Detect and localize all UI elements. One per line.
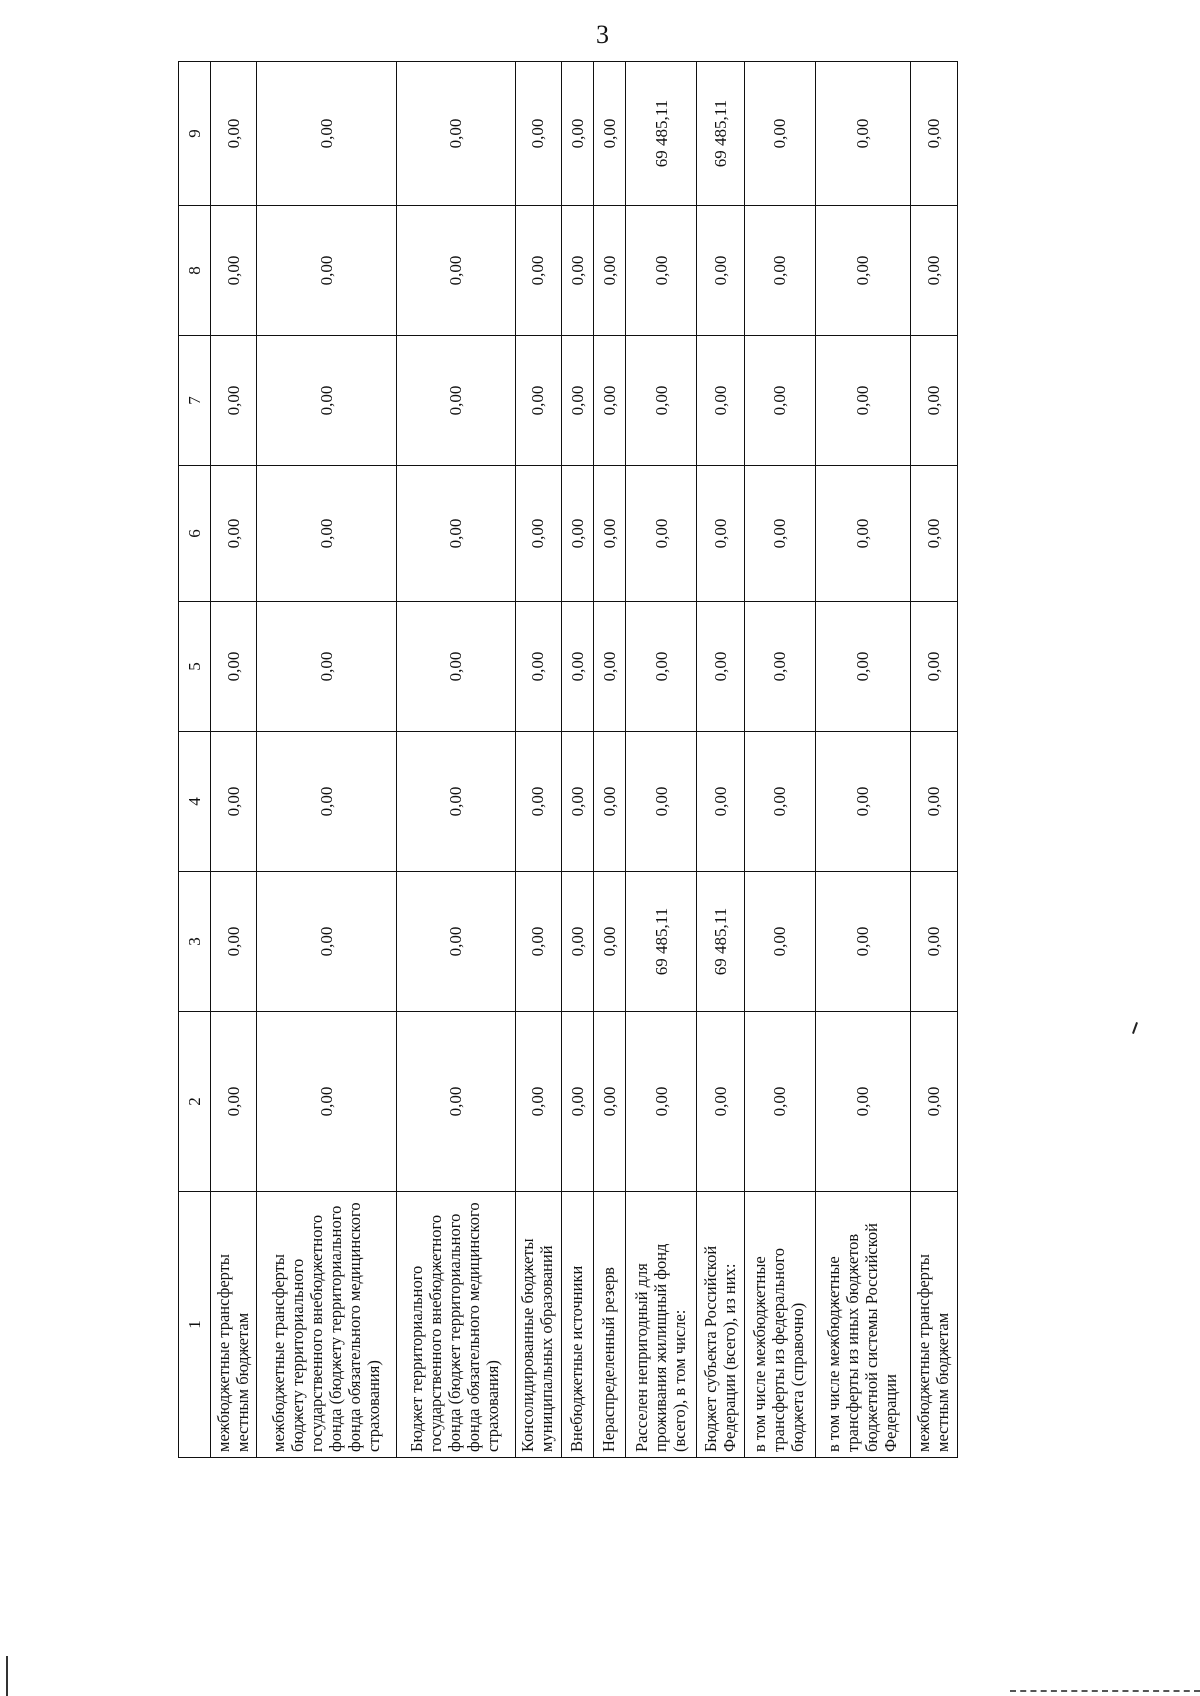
table-cell: 0,00 [561, 466, 593, 602]
table-cell: 0,00 [257, 62, 397, 206]
table-cell: 0,00 [397, 336, 515, 466]
table-cell: 0,00 [594, 466, 626, 602]
row-label: межбюджетные трансферты местным бюджетам [211, 1192, 257, 1458]
table-row [515, 62, 561, 1458]
table-cell: 0,00 [744, 62, 815, 206]
table-cell: 0,00 [257, 602, 397, 732]
table-cell: 0,00 [910, 732, 957, 872]
table-cell: 0,00 [594, 1012, 626, 1192]
table-cell: 0,00 [697, 466, 744, 602]
table-cell: 0,00 [211, 336, 257, 466]
table-cell: 0,00 [515, 62, 561, 206]
table-cell: 0,00 [257, 206, 397, 336]
table-row [910, 62, 957, 1458]
scan-mark [1132, 1022, 1138, 1034]
table-cell: 0,00 [744, 872, 815, 1012]
table-cell: 0,00 [744, 336, 815, 466]
table-cell: 0,00 [626, 466, 697, 602]
table-cell: 0,00 [594, 872, 626, 1012]
table-cell: 0,00 [815, 62, 910, 206]
table-cell: 0,00 [397, 466, 515, 602]
row-label: Бюджет субъекта Российской Федерации (всего), из них: [697, 1192, 744, 1458]
table-cell: 0,00 [561, 872, 593, 1012]
row-label: Расселен непригодный для проживания жилищный фонд (всего), в том числе: [626, 1192, 697, 1458]
table-cell: 0,00 [257, 872, 397, 1012]
table-cell: 0,00 [561, 602, 593, 732]
table-cell: 0,00 [910, 206, 957, 336]
table-row [815, 62, 910, 1458]
column-header: 8 [179, 206, 211, 336]
table-cell: 0,00 [697, 336, 744, 466]
rotated-table-container [178, 62, 958, 1458]
table-cell: 0,00 [626, 732, 697, 872]
table-cell: 0,00 [744, 466, 815, 602]
table-cell: 0,00 [515, 336, 561, 466]
table-cell: 0,00 [211, 872, 257, 1012]
table-cell: 0,00 [561, 62, 593, 206]
table-cell: 0,00 [910, 602, 957, 732]
table-cell: 0,00 [594, 732, 626, 872]
column-header: 7 [179, 336, 211, 466]
table-cell: 0,00 [815, 872, 910, 1012]
table-cell: 0,00 [697, 732, 744, 872]
column-header: 9 [179, 62, 211, 206]
table-cell: 0,00 [397, 872, 515, 1012]
column-header: 3 [179, 872, 211, 1012]
table-cell: 0,00 [397, 62, 515, 206]
table-cell: 0,00 [815, 1012, 910, 1192]
table-cell: 0,00 [257, 732, 397, 872]
table-cell: 0,00 [697, 1012, 744, 1192]
table-cell: 0,00 [515, 732, 561, 872]
table-cell: 0,00 [697, 206, 744, 336]
row-label: в том числе межбюджетные трансферты из иных бюджетов бюджетной системы Российской Федерации [815, 1192, 910, 1458]
page-number: 3 [596, 20, 609, 49]
table-cell: 0,00 [211, 732, 257, 872]
table-cell: 0,00 [594, 62, 626, 206]
column-header: 1 [179, 1192, 211, 1458]
table-row [594, 62, 626, 1458]
table-cell: 0,00 [594, 602, 626, 732]
table-cell: 0,00 [626, 336, 697, 466]
table-cell: 0,00 [744, 1012, 815, 1192]
table-cell: 0,00 [397, 206, 515, 336]
table-cell: 0,00 [626, 1012, 697, 1192]
table-row [744, 62, 815, 1458]
column-header: 2 [179, 1012, 211, 1192]
scan-dashed-mark [1010, 1690, 1200, 1692]
table-cell: 0,00 [744, 602, 815, 732]
table-cell: 0,00 [744, 206, 815, 336]
scan-edge-mark [6, 1656, 8, 1696]
table-cell: 0,00 [626, 602, 697, 732]
table-cell: 0,00 [910, 62, 957, 206]
table-cell: 0,00 [397, 602, 515, 732]
table-cell: 0,00 [257, 466, 397, 602]
table-cell: 0,00 [697, 602, 744, 732]
table-row [626, 62, 697, 1458]
table-cell: 0,00 [815, 466, 910, 602]
table-cell: 0,00 [594, 206, 626, 336]
budget-table [178, 61, 958, 1458]
column-header: 6 [179, 466, 211, 602]
table-row [211, 62, 257, 1458]
table-cell: 0,00 [211, 206, 257, 336]
row-label: Нераспределенный резерв [594, 1192, 626, 1458]
row-label: в том числе межбюджетные трансферты из федерального бюджета (справочно) [744, 1192, 815, 1458]
table-row [257, 62, 397, 1458]
table-cell: 0,00 [626, 206, 697, 336]
table-cell: 0,00 [397, 732, 515, 872]
table-cell: 0,00 [910, 872, 957, 1012]
column-header: 4 [179, 732, 211, 872]
table-cell: 0,00 [815, 336, 910, 466]
table-cell: 69 485,11 [697, 62, 744, 206]
row-label: Бюджет территориального государственного внебюджетного фонда (бюджет территориального фонда обязательного медицинского страхования) [397, 1192, 515, 1458]
row-label: межбюджетные трансферты бюджету территориального государственного внебюджетного фонда (бюджету территориального фонда обязательного медицинского страхования) [257, 1192, 397, 1458]
table-cell: 0,00 [910, 336, 957, 466]
table-cell: 0,00 [594, 336, 626, 466]
table-cell: 0,00 [815, 732, 910, 872]
table-cell: 69 485,11 [626, 872, 697, 1012]
table-cell: 0,00 [515, 872, 561, 1012]
table-cell: 0,00 [211, 1012, 257, 1192]
table-cell: 0,00 [561, 336, 593, 466]
table-cell: 0,00 [211, 466, 257, 602]
table-cell: 0,00 [211, 602, 257, 732]
table-cell: 0,00 [397, 1012, 515, 1192]
table-cell: 69 485,11 [697, 872, 744, 1012]
table-cell: 0,00 [211, 62, 257, 206]
row-label: Консолидированные бюджеты муниципальных образований [515, 1192, 561, 1458]
table-cell: 0,00 [561, 1012, 593, 1192]
header-row [179, 62, 211, 1458]
table-cell: 0,00 [815, 602, 910, 732]
table-cell: 0,00 [910, 466, 957, 602]
table-cell: 0,00 [815, 206, 910, 336]
table-cell: 0,00 [515, 206, 561, 336]
table-cell: 0,00 [515, 602, 561, 732]
table-cell: 0,00 [257, 1012, 397, 1192]
table-cell: 69 485,11 [626, 62, 697, 206]
table-cell: 0,00 [515, 1012, 561, 1192]
table-cell: 0,00 [515, 466, 561, 602]
table-cell: 0,00 [910, 1012, 957, 1192]
table-row [697, 62, 744, 1458]
table-row [397, 62, 515, 1458]
table-cell: 0,00 [561, 206, 593, 336]
row-label: Внебюджетные источники [561, 1192, 593, 1458]
table-cell: 0,00 [257, 336, 397, 466]
column-header: 5 [179, 602, 211, 732]
table-cell: 0,00 [744, 732, 815, 872]
table-row [561, 62, 593, 1458]
row-label: межбюджетные трансферты местным бюджетам [910, 1192, 957, 1458]
table-cell: 0,00 [561, 732, 593, 872]
